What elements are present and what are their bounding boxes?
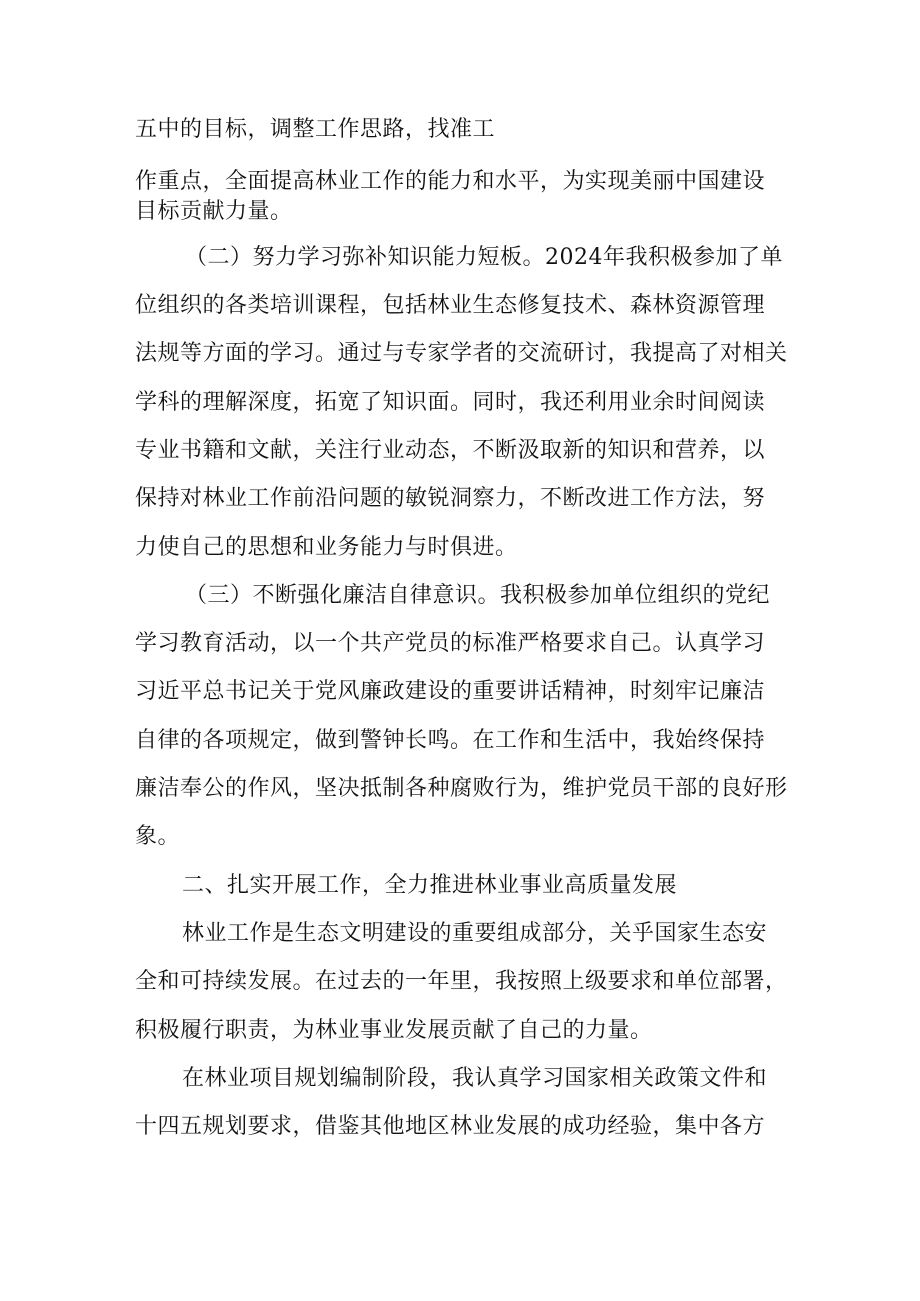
text-line: 法规等方面的学习。通过与专家学者的交流研讨，我提高了对相关: [135, 341, 788, 366]
text-line: 力使自己的思想和业务能力与时俱进。: [135, 535, 518, 560]
text-line: 学科的理解深度，拓宽了知识面。同时，我还利用业余时间阅读: [135, 390, 766, 415]
text-line: 林业工作是生态文明建设的重要组成部分，关乎国家生态安: [182, 921, 768, 946]
text-line: 五中的目标，调整工作思路，找准工: [135, 117, 496, 142]
text-line: （二）努力学习弥补知识能力短板。2024年我积极参加了单: [185, 245, 783, 270]
text-line: （三）不断强化廉洁自律意识。我积极参加单位组织的党纪: [185, 583, 771, 608]
text-line: 作重点，全面提高林业工作的能力和水平，为实现美丽中国建设: [135, 169, 766, 194]
text-line: 廉洁奉公的作风，坚决抵制各种腐败行为，维护党员干部的良好形: [135, 776, 788, 801]
text-line: 象。: [135, 824, 181, 849]
text-line: 专业书籍和文献，关注行业动态，不断汲取新的知识和营养，以: [135, 438, 766, 463]
text-line: 目标贡献力量。: [135, 199, 293, 224]
text-line: 位组织的各类培训课程，包括林业生态修复技术、森林资源管理: [135, 293, 766, 318]
text-line: 学习教育活动，以一个共产党员的标准严格要求自己。认真学习: [135, 631, 766, 656]
text-line: 全和可持续发展。在过去的一年里，我按照上级要求和单位部署，: [135, 969, 788, 994]
text-line: 保持对林业工作前沿问题的敏锐洞察力，不断改进工作方法，努: [135, 486, 766, 511]
section-heading: 二、扎实开展工作，全力推进林业事业高质量发展: [182, 873, 678, 898]
text-line: 十四五规划要求，借鉴其他地区林业发展的成功经验，集中各方: [135, 1114, 766, 1139]
text-line: 自律的各项规定，做到警钟长鸣。在工作和生活中，我始终保持: [135, 728, 766, 753]
text-line: 习近平总书记关于党风廉政建设的重要讲话精神，时刻牢记廉洁: [135, 679, 766, 704]
text-line: 在林业项目规划编制阶段，我认真学习国家相关政策文件和: [182, 1066, 768, 1091]
text-line: 积极履行职责，为林业事业发展贡献了自己的力量。: [135, 1018, 653, 1043]
